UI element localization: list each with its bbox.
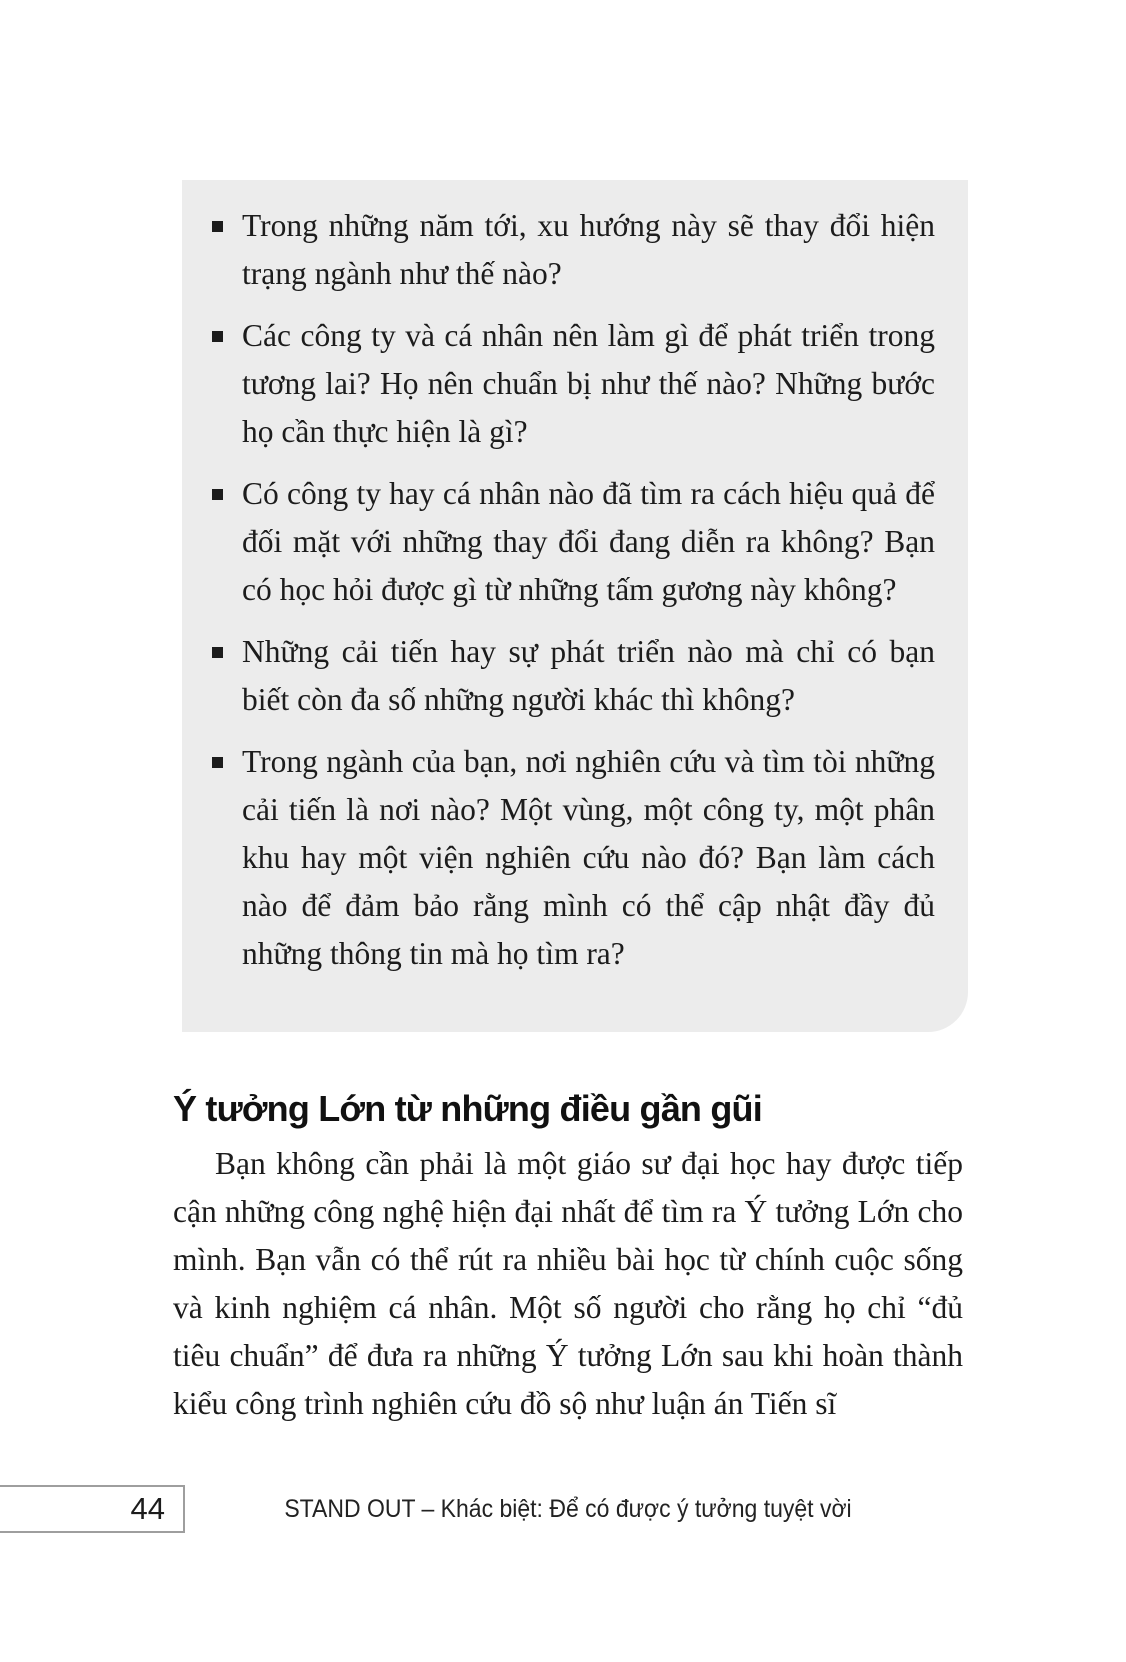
question-item xyxy=(182,628,968,724)
section-heading: Ý tưởng Lớn từ những điều gần gũi xyxy=(173,1088,762,1129)
question-text: Có công ty hay cá nhân nào đã tìm ra cách hiệu quả để đối mặt với những thay đổi đang diễn ra không? Bạn có học hỏi được gì từ những tấm gương này không? xyxy=(242,476,935,607)
bullet-square-icon xyxy=(212,757,223,768)
question-text: Trong ngành của bạn, nơi nghiên cứu và tìm tòi những cải tiến là nơi nào? Một vùng, một công ty, một phân khu hay một viện nghiên cứu nào đó? Bạn làm cách nào để đảm bảo rằng mình có thể cập nhật đầy đủ những thông tin mà họ tìm ra? xyxy=(242,744,935,971)
question-item xyxy=(182,738,968,978)
questions-callout-box xyxy=(182,180,968,1032)
question-item xyxy=(182,470,968,614)
body-paragraph: Bạn không cần phải là một giáo sư đại học hay được tiếp cận những công nghệ hiện đại nhất để tìm ra Ý tưởng Lớn cho mình. Bạn vẫn có thể rút ra nhiều bài học từ chính cuộc sống và kinh nghiệm cá nhân. Một số người cho rằng họ chỉ “đủ tiêu chuẩn” để đưa ra những Ý tưởng Lớn sau khi hoàn thành kiểu công trình nghiên cứu đồ sộ như luận án Tiến sĩ xyxy=(173,1146,963,1421)
page-number-box xyxy=(0,1485,185,1533)
question-item xyxy=(182,202,968,298)
bullet-square-icon xyxy=(212,221,223,232)
question-text: Những cải tiến hay sự phát triển nào mà chỉ có bạn biết còn đa số những người khác thì không? xyxy=(242,634,935,717)
question-text: Trong những năm tới, xu hướng này sẽ thay đổi hiện trạng ngành như thế nào? xyxy=(242,208,935,291)
bullet-square-icon xyxy=(212,331,223,342)
bullet-square-icon xyxy=(212,647,223,658)
questions-list xyxy=(182,202,968,978)
question-text: Các công ty và cá nhân nên làm gì để phát triển trong tương lai? Họ nên chuẩn bị như thế nào? Những bước họ cần thực hiện là gì? xyxy=(242,318,935,449)
bullet-square-icon xyxy=(212,489,223,500)
running-title: STAND OUT – Khác biệt: Để có được ý tưởng tuyệt vời xyxy=(284,1495,852,1523)
page-number: 44 xyxy=(130,1491,165,1526)
question-item xyxy=(182,312,968,456)
